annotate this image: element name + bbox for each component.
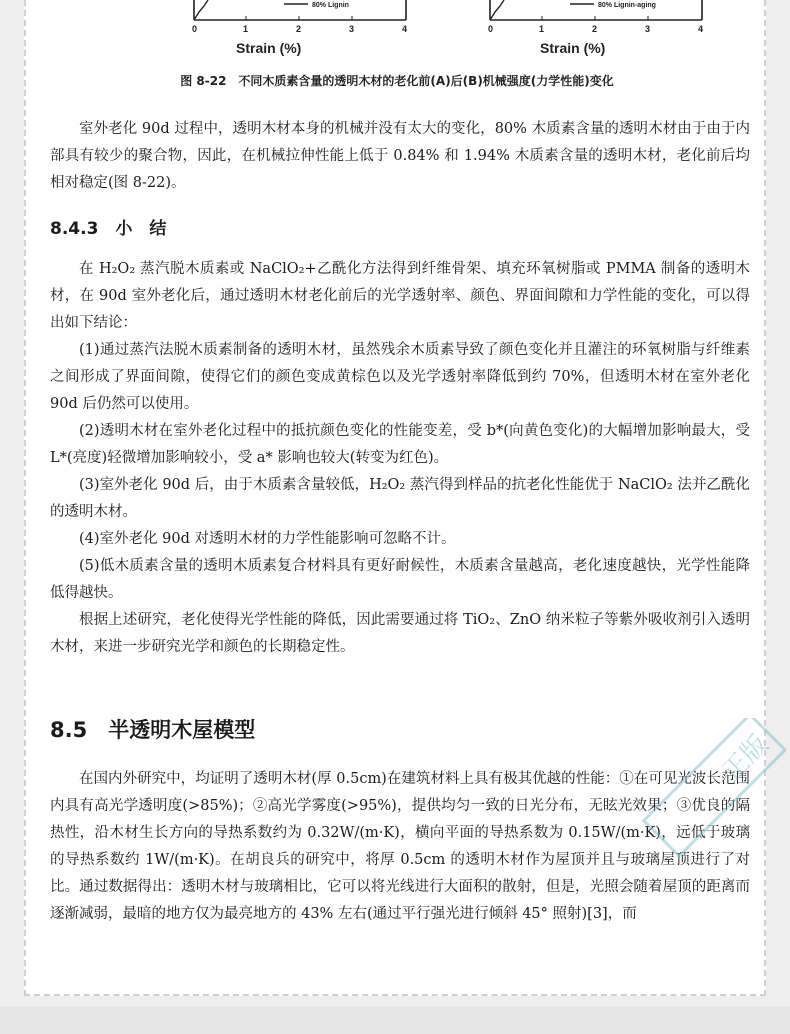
chart-a-tick-label: 3 bbox=[349, 24, 355, 34]
chart-a-legend: 80% Lignin bbox=[312, 2, 349, 9]
chart-b-legend: 80% Lignin-aging bbox=[598, 2, 656, 9]
chart-b-tick-label: 0 bbox=[488, 24, 494, 34]
chart-b-plot bbox=[462, 0, 712, 40]
chart-a-tick-label: 1 bbox=[243, 24, 249, 34]
chart-a-curve bbox=[194, 0, 208, 20]
paragraph-aging-mechanical bbox=[50, 116, 750, 197]
chart-b-tick-label: 2 bbox=[592, 24, 598, 34]
chart-a-tick-label: 4 bbox=[402, 24, 408, 34]
figure-caption: 图 8-22 不同木质素含量的透明木材的老化前(A)后(B)机械强度(力学性能)变化 bbox=[180, 74, 614, 88]
chart-a-tick-label: 2 bbox=[296, 24, 302, 34]
section-heading-8-4-3: 8.4.3 小 结 bbox=[50, 219, 167, 239]
page-bottom-margin bbox=[0, 1006, 790, 1034]
chart-b-xlabel: Strain (%) bbox=[540, 40, 606, 56]
chart-a-plot bbox=[166, 0, 416, 40]
chart-b-tick-label: 3 bbox=[645, 24, 651, 34]
conclusion-item-4: (4)室外老化 90d 对透明木材的力学性能影响可忽略不计。 bbox=[79, 531, 456, 547]
chart-b-tick-label: 1 bbox=[539, 24, 545, 34]
chart-a-tick-label: 0 bbox=[192, 24, 198, 34]
paragraph-intro: 在 H₂O₂ 蒸汽脱木质素或 NaClO₂+乙酰化方法得到纤维骨架、填充环氧树脂或 PMMA 制备的透明木材，在 90d 室外老化后，通过透明木材老化前后的光学透射率、颜色、界面间隙和力学性能的变化，可以得出如下结论： bbox=[50, 261, 750, 331]
conclusion-item-2: (2)透明木材在室外老化过程中的抵抗颜色变化的性能变差，受 b*(向黄色变化)的大幅增加影响最大，受 L*(亮度)轻微增加影响较小，受 a* 影响也较大(转变为红色)。 bbox=[50, 423, 750, 466]
chart-b-tick-label: 4 bbox=[698, 24, 704, 34]
chart-a-xlabel: Strain (%) bbox=[236, 40, 302, 56]
section-heading-8-5: 8.5 半透明木屋模型 bbox=[50, 718, 256, 742]
document-page bbox=[24, 0, 775, 996]
conclusion-item-1: (1)通过蒸汽法脱木质素制备的透明木材，虽然残余木质素导致了颜色变化并且灌注的环氧树脂与纤维素之间形成了界面间隙，使得它们的颜色变成黄棕色以及光学透射率降低到约 70%，但透明木材在室外老化 90d 后仍然可以使用。 bbox=[50, 342, 750, 412]
watermark-text: 正版 bbox=[716, 729, 775, 788]
paragraph-outlook: 根据上述研究，老化使得光学性能的降低，因此需要通过将 TiO₂、ZnO 纳米粒子等紫外吸收剂引入透明木材，来进一步研究光学和颜色的长期稳定性。 bbox=[50, 612, 750, 655]
paragraph-translucent-house bbox=[50, 766, 750, 928]
conclusion-item-3: (3)室外老化 90d 后，由于木质素含量较低，H₂O₂ 蒸汽得到样品的抗老化性能优于 NaClO₂ 法并乙酰化的透明木材。 bbox=[50, 477, 750, 520]
conclusions-block bbox=[50, 256, 750, 661]
paragraph-text: 在国内外研究中，均证明了透明木材(厚 0.5cm)在建筑材料上具有极其优越的性能：①在可见光波长范围内具有高光学透明度(>85%)；②高光学雾度(>95%)，提供均匀一致的日光分布，无眩光效果；③优良的隔热性，沿木材生长方向的导热系数约为 0.32W/(m·K)，横向平面的导热系数为 0.15W/(m·K)，远低于玻璃的导热系数约 1W/(m·K)。在胡良兵的研究中，将厚 0.5cm 的透明木材作为屋顶并且与玻璃屋顶进行了对比。通过数据得出：透明木材与玻璃相比，它可以将光线进行大面积的散射，但是，光照会随着屋顶的距离而逐渐减弱，最暗的地方仅为最亮地方的 43% 左右(通过平行强光进行倾斜 45° 照射)[3]，而 bbox=[50, 771, 750, 922]
chart-b-curve bbox=[490, 0, 504, 20]
paragraph-text: 室外老化 90d 过程中，透明木材本身的机械并没有太大的变化，80% 木质素含量的透明木材由于由于内部具有较少的聚合物，因此，在机械拉伸性能上低于 0.84% 和 1.94% 木质素含量的透明木材，老化前后均相对稳定(图 8-22)。 bbox=[50, 121, 750, 191]
conclusion-item-5: (5)低木质素含量的透明木质素复合材料具有更好耐候性，木质素含量越高，老化速度越快，光学性能降低得越快。 bbox=[50, 558, 750, 601]
figure-8-22-charts bbox=[26, 0, 768, 66]
